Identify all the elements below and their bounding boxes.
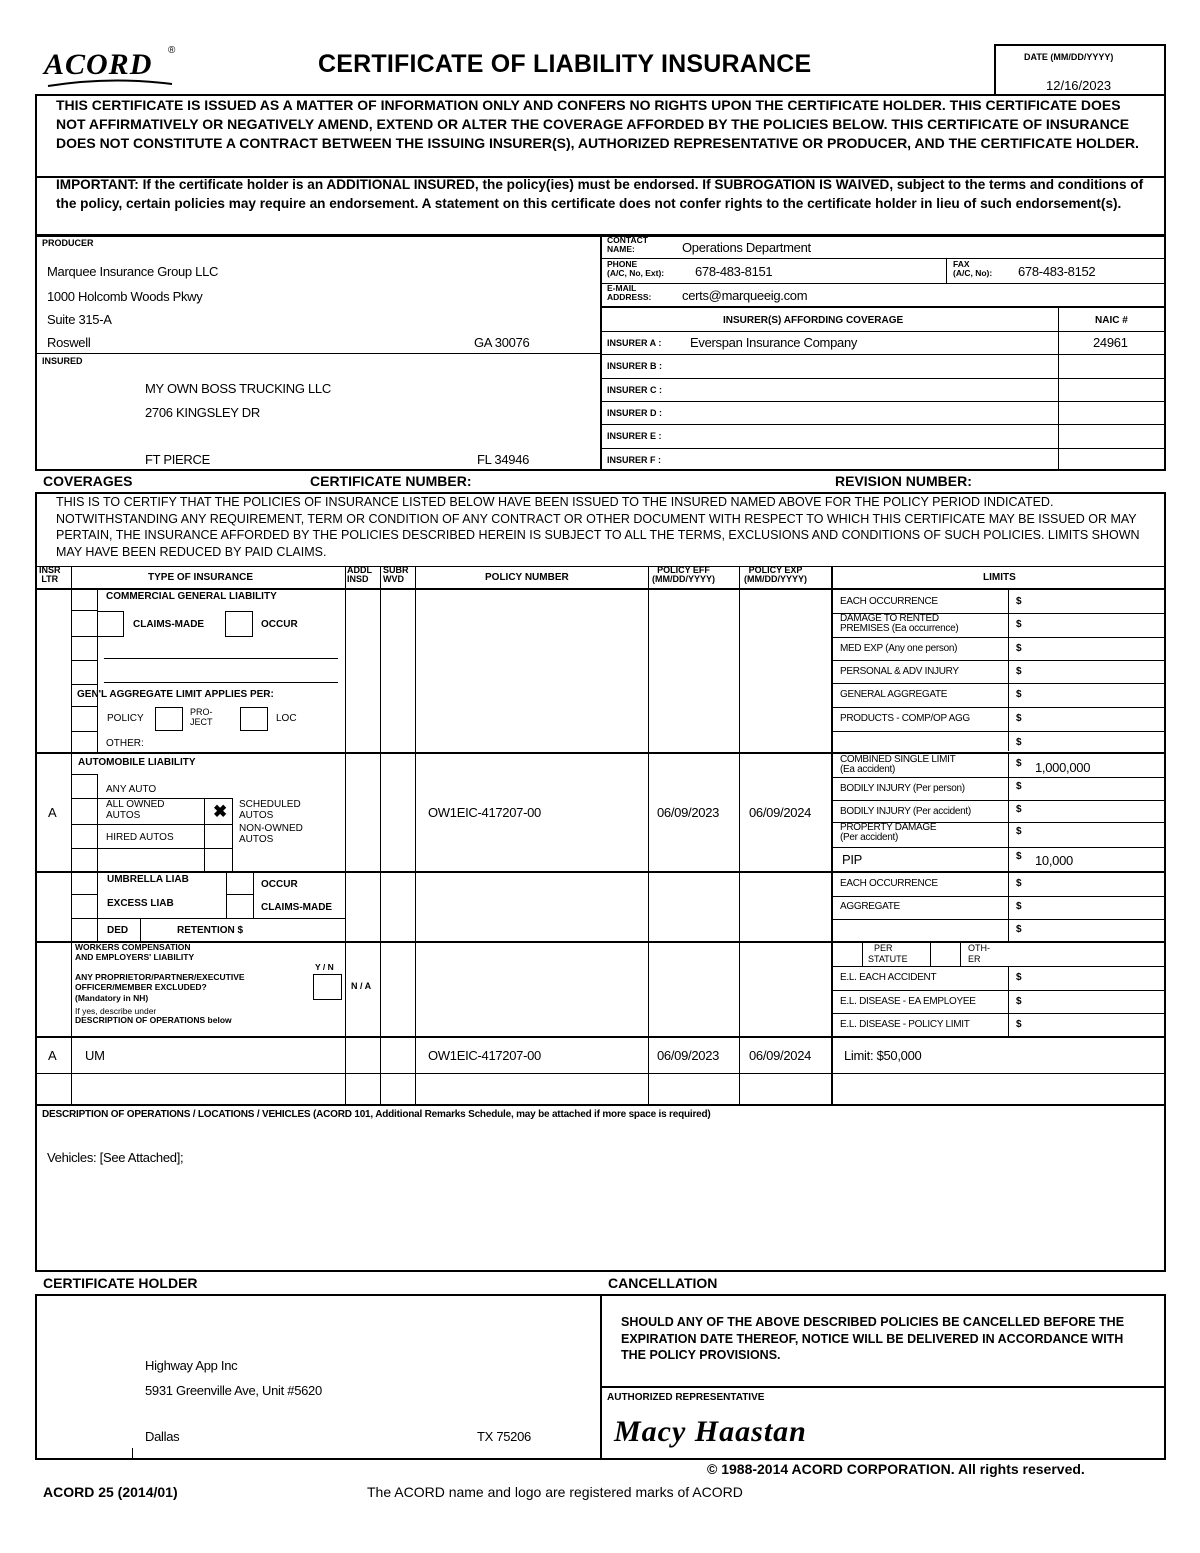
- auto-exp-date: 06/09/2024: [749, 805, 812, 820]
- copyright: © 1988-2014 ACORD CORPORATION. All rights reserved.: [707, 1461, 1085, 1477]
- coverages-statement: THIS IS TO CERTIFY THAT THE POLICIES OF INSURANCE LISTED BELOW HAVE BEEN ISSUED TO THE INSURED NAMED ABOVE FOR THE POLICY PERIOD INDICATED. NOTWITHSTANDING ANY REQUIREMENT, TERM OR CONDITION OF ANY CONTRACT OR OTHER DOCUMENT WITH RESPECT TO WHICH THIS CERTIFICATE MAY BE ISSUED OR MAY PERTAIN, THE INSURANCE AFFORDED BY THE POLICIES DESCRIBED HEREIN IS SUBJECT TO ALL THE TERMS, EXCLUSIONS AND CONDITIONS OF SUCH POLICIES. LIMITS SHOWN MAY HAVE BEEN REDUCED BY PAID CLAIMS.: [56, 495, 1140, 559]
- insured-address: 2706 KINGSLEY DR: [145, 405, 260, 420]
- producer-address2: Suite 315-A: [47, 312, 112, 327]
- phone-value: 678-483-8151: [695, 264, 773, 279]
- umbrella-limit-label: AGGREGATE: [840, 901, 900, 912]
- revision-number-label: REVISION NUMBER:: [835, 473, 972, 489]
- um-type: UM: [85, 1048, 105, 1063]
- auto-title: AUTOMOBILE LIABILITY: [78, 757, 196, 768]
- auto-any-auto: ANY AUTO: [106, 784, 157, 795]
- um-policy-number: OW1EIC-417207-00: [428, 1048, 541, 1063]
- th-addl: ADDL INSD: [347, 565, 372, 584]
- dollar-sign: $: [1016, 781, 1022, 792]
- form-number: ACORD 25 (2014/01): [43, 1484, 178, 1500]
- auto-scheduled: SCHEDULED AUTOS: [239, 799, 301, 821]
- wc-limit-label: E.L. DISEASE - EA EMPLOYEE: [840, 996, 976, 1007]
- gl-loc-label: LOC: [276, 713, 297, 724]
- acord-logo: [40, 44, 190, 94]
- email-value: certs@marqueeig.com: [682, 288, 808, 303]
- dollar-sign: $: [1016, 851, 1022, 862]
- auto-limit-label: COMBINED SINGLE LIMIT (Ea accident): [840, 754, 956, 775]
- dollar-sign: $: [1016, 643, 1022, 654]
- dollar-sign: $: [1016, 666, 1022, 677]
- date-box: [994, 44, 1166, 96]
- insurer-label: INSURER C :: [607, 385, 663, 395]
- naic-header: NAIC #: [1095, 315, 1128, 326]
- acord-logo-swoosh: [40, 76, 180, 92]
- holder-address: 5931 Greenville Ave, Unit #5620: [145, 1383, 322, 1398]
- th-subr: SUBR WVD: [383, 565, 409, 584]
- dollar-sign: $: [1016, 1019, 1022, 1030]
- auto-insurer-letter: A: [48, 805, 57, 820]
- dollar-sign: $: [1016, 972, 1022, 983]
- insurer-name: Everspan Insurance Company: [690, 335, 858, 350]
- date-value: 12/16/2023: [1046, 78, 1112, 93]
- certificate-number-label: CERTIFICATE NUMBER:: [310, 473, 472, 489]
- registered-marks: The ACORD name and logo are registered marks of ACORD: [367, 1484, 743, 1500]
- gl-limit-label: PRODUCTS - COMP/OP AGG: [840, 713, 970, 724]
- authorized-rep-label: AUTHORIZED REPRESENTATIVE: [607, 1392, 765, 1403]
- gl-claims-made-label: CLAIMS-MADE: [133, 619, 205, 630]
- umbrella-retention: RETENTION $: [177, 925, 244, 936]
- gl-occur-checkbox[interactable]: [225, 611, 253, 637]
- coverages-label: COVERAGES: [43, 473, 133, 489]
- dollar-sign: $: [1016, 619, 1022, 630]
- dollar-sign: $: [1016, 901, 1022, 912]
- auto-policy-number: OW1EIC-417207-00: [428, 805, 541, 820]
- gl-title: COMMERCIAL GENERAL LIABILITY: [106, 591, 277, 602]
- cancellation-label: CANCELLATION: [608, 1275, 718, 1291]
- gl-claims-made-checkbox[interactable]: [97, 611, 124, 637]
- wc-per-statute: PER STATUTE: [868, 943, 908, 964]
- gl-project-checkbox[interactable]: [155, 707, 183, 731]
- th-insr: INSR LTR: [39, 565, 61, 584]
- umbrella-occur: OCCUR: [261, 879, 298, 890]
- umbrella-liab: UMBRELLA LIAB: [107, 874, 189, 885]
- dollar-sign: $: [1016, 804, 1022, 815]
- holder-state-zip: TX 75206: [477, 1429, 531, 1444]
- date-label: DATE (MM/DD/YYYY): [1024, 52, 1114, 62]
- producer-name: Marquee Insurance Group LLC: [47, 264, 219, 279]
- wc-limit-label: E.L. DISEASE - POLICY LIMIT: [840, 1019, 970, 1030]
- insurer-label: INSURER E :: [607, 431, 662, 441]
- dollar-sign: $: [1016, 689, 1022, 700]
- insurer-label: INSURER F :: [607, 455, 661, 465]
- auto-all-owned: ALL OWNED AUTOS: [106, 799, 165, 821]
- insurer-label: INSURER D :: [607, 408, 663, 418]
- insured-label: INSURED: [42, 356, 83, 366]
- wc-other: OTH- ER: [968, 943, 990, 964]
- auto-limit-value: 10,000: [1035, 853, 1073, 868]
- gl-loc-checkbox[interactable]: [240, 707, 268, 731]
- gl-limit-label: DAMAGE TO RENTED PREMISES (Ea occurrence): [840, 613, 959, 634]
- auto-hired: HIRED AUTOS: [106, 832, 174, 843]
- phone-label: PHONE (A/C, No, Ext):: [607, 259, 665, 278]
- acord-logo-reg: ®: [168, 45, 176, 56]
- gl-occur-label: OCCUR: [261, 619, 298, 630]
- fax-value: 678-483-8152: [1018, 264, 1096, 279]
- acord-logo-text: ACORD: [44, 48, 153, 81]
- fax-label: FAX (A/C, No):: [953, 259, 993, 278]
- gl-project-label: PRO- JECT: [190, 707, 213, 727]
- dollar-sign: $: [1016, 596, 1022, 607]
- th-limits: LIMITS: [983, 572, 1016, 583]
- gl-limit-label: EACH OCCURRENCE: [840, 596, 938, 607]
- th-policy: POLICY NUMBER: [485, 572, 569, 583]
- gl-limit-label: GENERAL AGGREGATE: [840, 689, 948, 700]
- important-text: IMPORTANT: If the certificate holder is an ADDITIONAL INSURED, the policy(ies) must be endorsed. If SUBROGATION IS WAIVED, subject to the terms and conditions of the policy, certain policies may require an endorsement. A statement on this certificate does not confer rights to the certificate holder in lieu of such endorsement(s).: [56, 177, 1144, 211]
- authorized-signature: Macy Haastan: [614, 1415, 807, 1448]
- insurer-label: INSURER A :: [607, 338, 662, 348]
- insured-city: FT PIERCE: [145, 452, 210, 467]
- email-label: E-MAIL ADDRESS:: [607, 283, 652, 302]
- dollar-sign: $: [1016, 737, 1022, 748]
- umbrella-claims-made: CLAIMS-MADE: [261, 902, 333, 913]
- th-eff: POLICY EFF (MM/DD/YYYY): [652, 565, 715, 584]
- wc-na: N / A: [351, 981, 372, 991]
- excess-liab: EXCESS LIAB: [107, 898, 174, 909]
- gl-policy-label: POLICY: [107, 713, 144, 724]
- um-eff-date: 06/09/2023: [657, 1048, 720, 1063]
- wc-limit-label: E.L. EACH ACCIDENT: [840, 972, 937, 983]
- insurer-naic: 24961: [1093, 335, 1128, 350]
- description-box: [35, 1104, 1166, 1272]
- scheduled-autos-check-icon: ✖: [213, 802, 228, 821]
- auto-limit-label: PIP: [842, 852, 863, 867]
- th-exp: POLICY EXP (MM/DD/YYYY): [744, 565, 807, 584]
- wc-excluded-checkbox[interactable]: [313, 974, 342, 1000]
- gl-limit-label: PERSONAL & ADV INJURY: [840, 666, 959, 677]
- producer-city: Roswell: [47, 335, 91, 350]
- holder-name: Highway App Inc: [145, 1358, 238, 1373]
- auto-limit-label: PROPERTY DAMAGE (Per accident): [840, 822, 937, 843]
- dollar-sign: $: [1016, 826, 1022, 837]
- um-exp-date: 06/09/2024: [749, 1048, 812, 1063]
- producer-address1: 1000 Holcomb Woods Pkwy: [47, 289, 203, 304]
- description-label: DESCRIPTION OF OPERATIONS / LOCATIONS / VEHICLES (ACORD 101, Additional Remarks Schedule, may be attached if more space is required): [42, 1109, 711, 1120]
- umbrella-ded: DED: [107, 925, 129, 936]
- um-limit: Limit: $50,000: [844, 1048, 922, 1063]
- gl-agg-applies: GEN'L AGGREGATE LIMIT APPLIES PER:: [77, 689, 274, 700]
- contact-name-label: CONTACT NAME:: [607, 235, 648, 254]
- insurers-header: INSURER(S) AFFORDING COVERAGE: [723, 315, 904, 326]
- description-text: Vehicles: [See Attached];: [47, 1150, 184, 1165]
- producer-state-zip: GA 30076: [474, 335, 530, 350]
- auto-non-owned: NON-OWNED AUTOS: [239, 823, 303, 845]
- insurer-label: INSURER B :: [607, 361, 663, 371]
- cancellation-text: SHOULD ANY OF THE ABOVE DESCRIBED POLICIES BE CANCELLED BEFORE THE EXPIRATION DATE THEREOF, NOTICE WILL BE DELIVERED IN ACCORDANCE WITH THE POLICY PROVISIONS.: [621, 1315, 1125, 1362]
- th-type: TYPE OF INSURANCE: [148, 572, 254, 583]
- notice-text: THIS CERTIFICATE IS ISSUED AS A MATTER OF INFORMATION ONLY AND CONFERS NO RIGHTS UPON THE CERTIFICATE HOLDER. THIS CERTIFICATE DOES NOT AFFIRMATIVELY OR NEGATIVELY AMEND, EXTEND OR ALTER THE COVERAGE AFFORDED BY THE POLICIES BELOW. THIS CERTIFICATE OF INSURANCE DOES NOT CONSTITUTE A CONTRACT BETWEEN THE ISSUING INSURER(S), AUTHORIZED REPRESENTATIVE OR PRODUCER, AND THE CERTIFICATE HOLDER.: [56, 97, 1139, 151]
- dollar-sign: $: [1016, 758, 1022, 769]
- dollar-sign: $: [1016, 996, 1022, 1007]
- contact-name: Operations Department: [682, 240, 811, 255]
- dollar-sign: $: [1016, 924, 1022, 935]
- auto-eff-date: 06/09/2023: [657, 805, 720, 820]
- umbrella-limit-label: EACH OCCURRENCE: [840, 878, 938, 889]
- holder-city: Dallas: [145, 1429, 180, 1444]
- auto-limit-label: BODILY INJURY (Per person): [840, 783, 965, 794]
- insured-state-zip: FL 34946: [477, 452, 530, 467]
- dollar-sign: $: [1016, 713, 1022, 724]
- auto-limit-value: 1,000,000: [1035, 760, 1091, 775]
- gl-other-label: OTHER:: [106, 738, 144, 749]
- producer-label: PRODUCER: [42, 238, 94, 248]
- um-insurer-letter: A: [48, 1048, 57, 1063]
- auto-limit-label: BODILY INJURY (Per accident): [840, 806, 971, 817]
- insured-name: MY OWN BOSS TRUCKING LLC: [145, 381, 331, 396]
- gl-limit-label: MED EXP (Any one person): [840, 643, 958, 654]
- dollar-sign: $: [1016, 878, 1022, 889]
- holder-label: CERTIFICATE HOLDER: [43, 1275, 198, 1291]
- page-title: CERTIFICATE OF LIABILITY INSURANCE: [318, 50, 812, 78]
